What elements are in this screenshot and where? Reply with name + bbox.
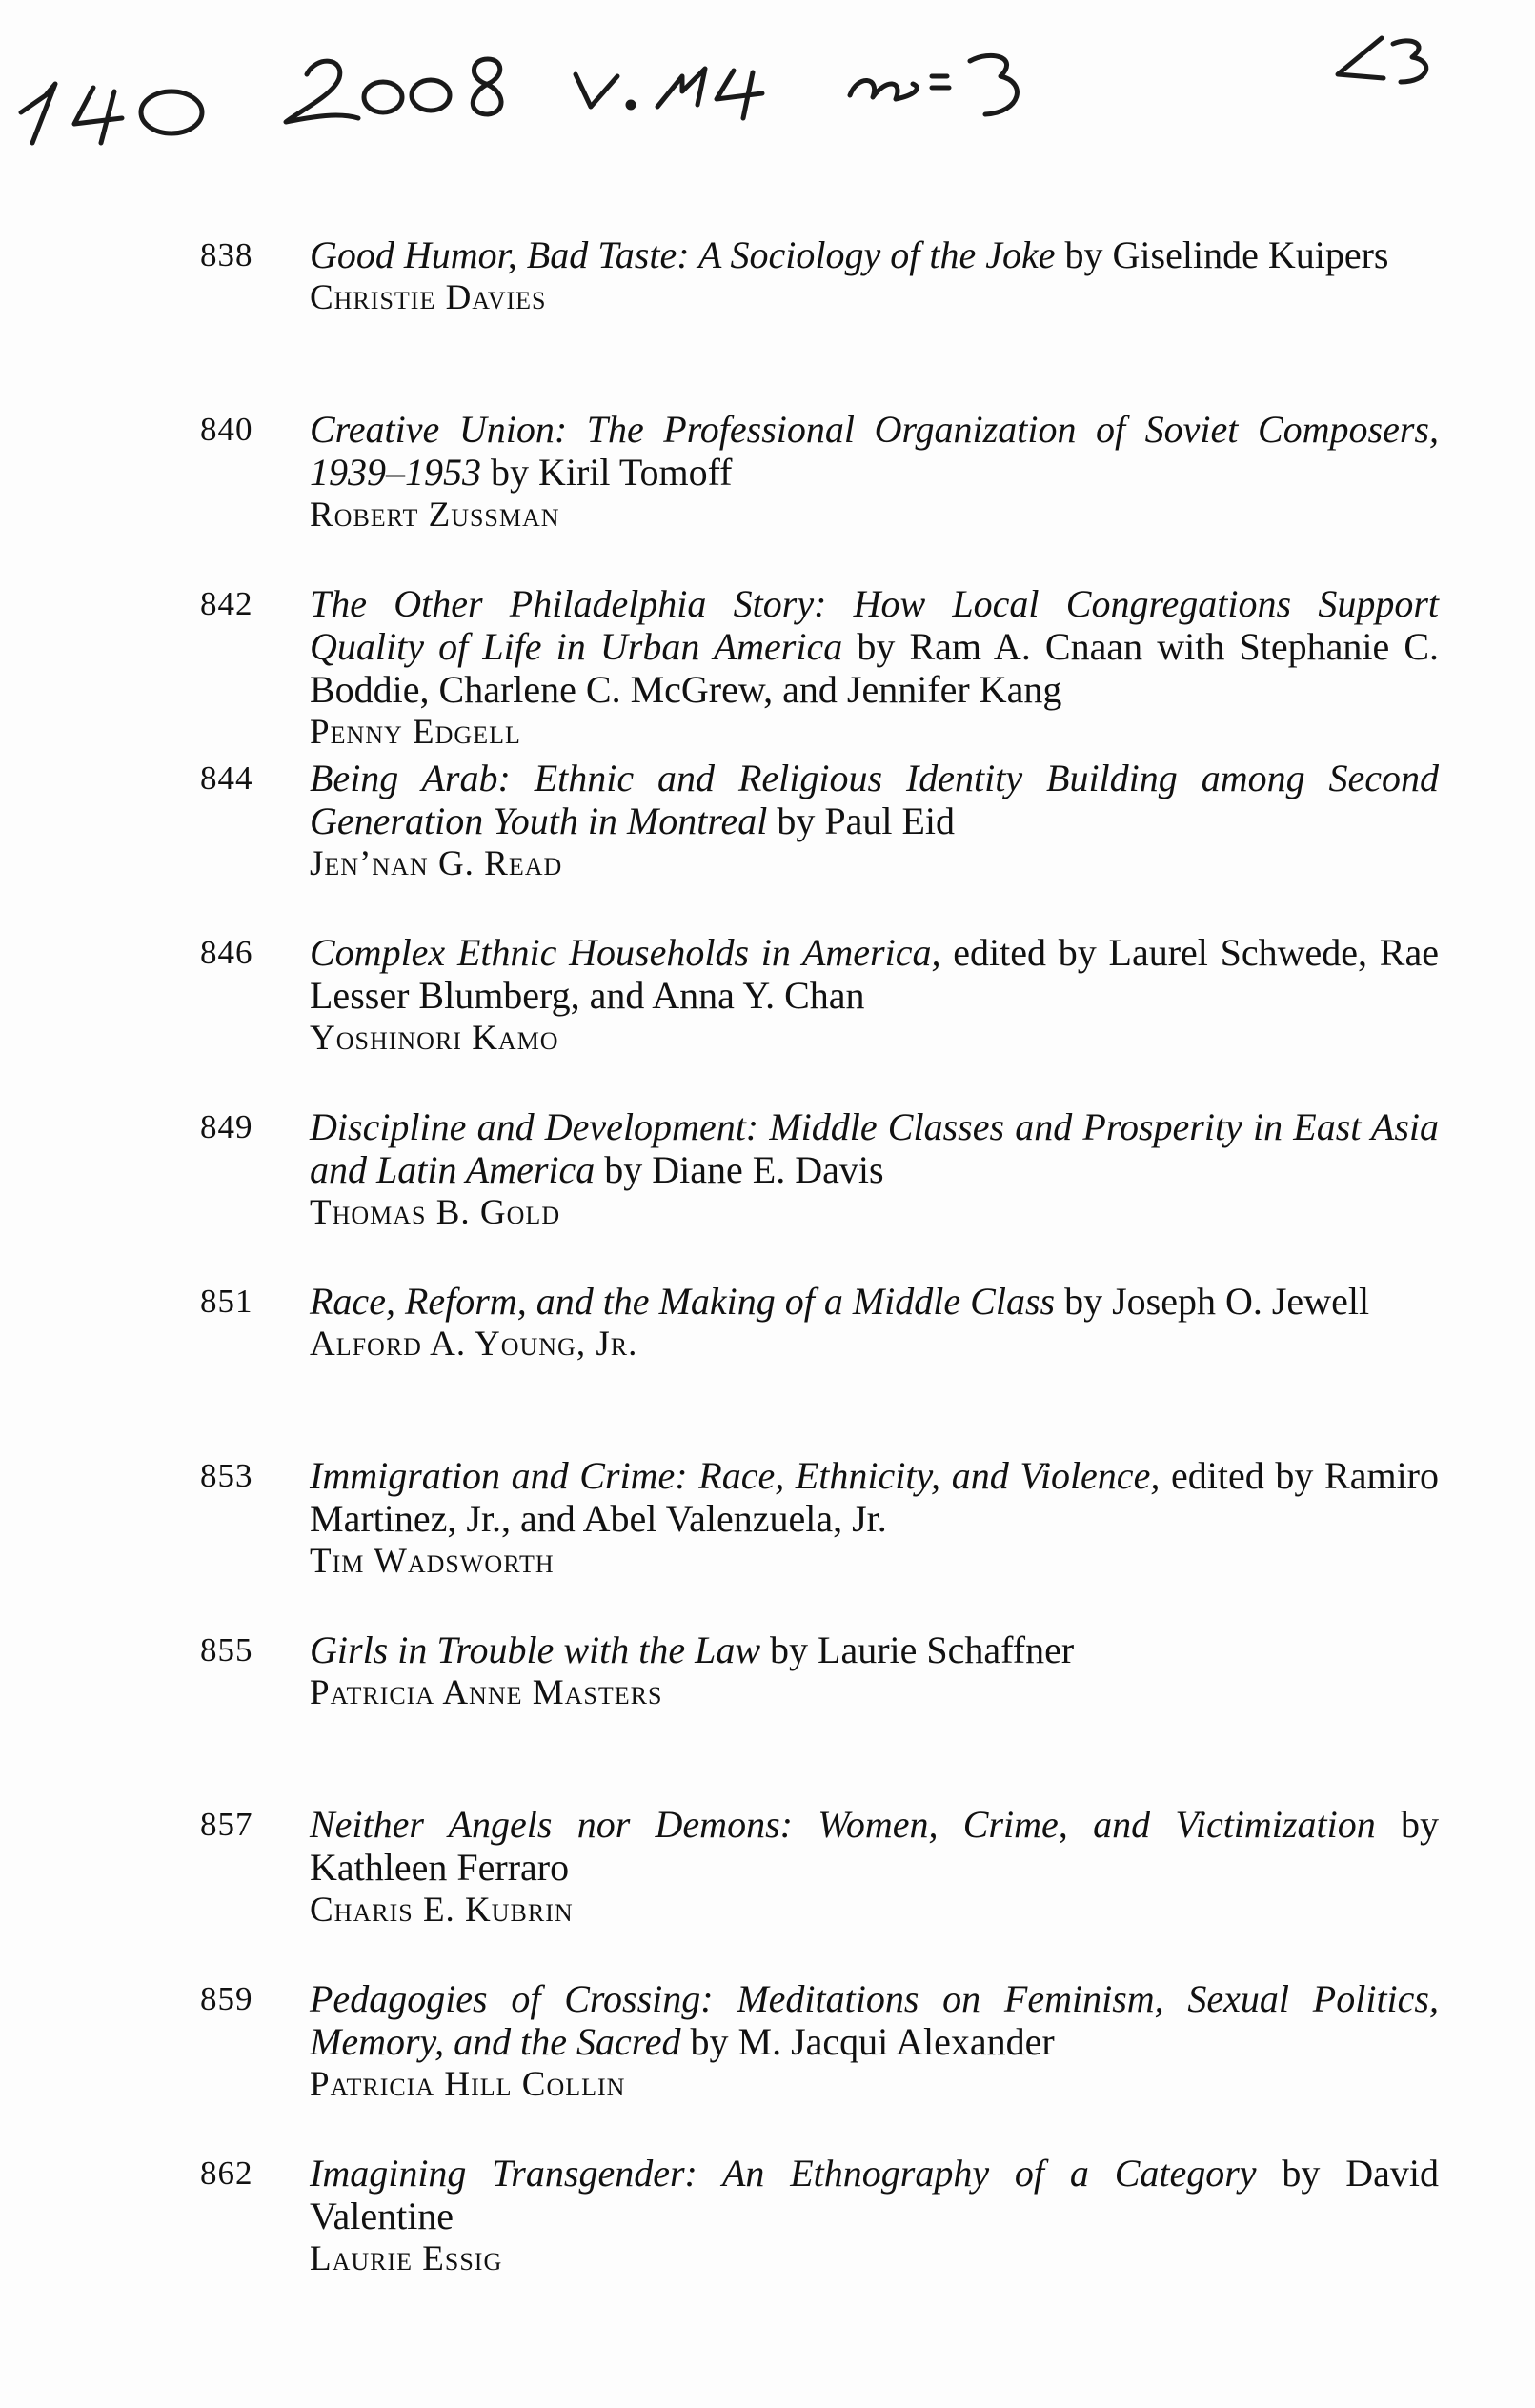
- review-entry: [200, 408, 1439, 582]
- page-number: 842: [200, 585, 253, 622]
- book-title: Discipline and Development: Middle Classes and Prosperity in East Asia and Latin America: [310, 1105, 1439, 1191]
- review-entry: [200, 2152, 1439, 2326]
- reviewer-name: Jen’nan G. Read: [310, 844, 563, 883]
- book-citation: [310, 2152, 1439, 2237]
- book-title: Imagining Transgender: An Ethnography of a Category: [310, 2152, 1257, 2195]
- book-review-list: [200, 233, 1439, 2326]
- page-number: 846: [200, 934, 253, 971]
- book-author: by Laurie Schaffner: [760, 1629, 1075, 1671]
- page-number: 855: [200, 1631, 253, 1669]
- book-author: edited by Ramiro Martinez, Jr., and Abel Valenzuela, Jr.: [310, 1454, 1440, 1540]
- page-number: 849: [200, 1108, 253, 1145]
- book-title: Creative Union: The Professional Organization of Soviet Composers, 1939–1953: [310, 408, 1439, 494]
- book-citation: [310, 1629, 1439, 1671]
- page-number: 851: [200, 1283, 253, 1320]
- reviewer-name: Patricia Hill Collin: [310, 2065, 626, 2104]
- reviewer-name: Christie Davies: [310, 278, 547, 317]
- review-entry: [200, 233, 1439, 408]
- page-number: 859: [200, 1980, 253, 2017]
- book-author: by Ram A. Cnaan with Stephanie C. Boddie, Charlene C. McGrew, and Jennifer Kang: [310, 625, 1439, 711]
- book-citation: [310, 1977, 1439, 2063]
- book-citation: [310, 1454, 1439, 1540]
- book-author: by Giselinde Kuipers: [1055, 233, 1389, 276]
- book-author: by Joseph O. Jewell: [1055, 1280, 1370, 1323]
- book-title: Being Arab: Ethnic and Religious Identity Building among Second Generation Youth in Montreal: [310, 757, 1439, 842]
- book-title: Pedagogies of Crossing: Meditations on Feminism, Sexual Politics, Memory, and the Sacred: [310, 1977, 1439, 2063]
- book-citation: [310, 408, 1439, 494]
- book-author: edited by Laurel Schwede, Rae Lesser Blumberg, and Anna Y. Chan: [310, 931, 1439, 1017]
- reviewer-name: Charis E. Kubrin: [310, 1891, 574, 1930]
- book-citation: [310, 1280, 1439, 1323]
- reviewer-name: Penny Edgell: [310, 713, 521, 752]
- book-citation: [310, 233, 1439, 276]
- book-citation: [310, 1105, 1439, 1191]
- book-title: Neither Angels nor Demons: Women, Crime, and Victimization: [310, 1803, 1376, 1846]
- review-entry: [200, 931, 1439, 1105]
- book-author: by Paul Eid: [767, 799, 956, 842]
- reviewer-name: Robert Zussman: [310, 496, 560, 535]
- review-entry: [200, 1105, 1439, 1280]
- book-author: by Kiril Tomoff: [481, 451, 733, 494]
- book-citation: [310, 582, 1439, 711]
- book-title: Good Humor, Bad Taste: A Sociology of the Joke: [310, 233, 1056, 276]
- book-title: The Other Philadelphia Story: How Local Congregations Support Quality of Life in Urban America: [310, 582, 1439, 668]
- book-author: by Kathleen Ferraro: [310, 1803, 1439, 1889]
- book-title: Immigration and Crime: Race, Ethnicity, and Violence,: [310, 1454, 1161, 1497]
- book-citation: [310, 931, 1439, 1017]
- book-title: Race, Reform, and the Making of a Middle Class: [310, 1280, 1056, 1323]
- page-number: 853: [200, 1457, 253, 1494]
- page-number: 838: [200, 236, 253, 273]
- book-author: by M. Jacqui Alexander: [680, 2020, 1055, 2063]
- reviewer-name: Laurie Essig: [310, 2239, 503, 2278]
- page-number: 857: [200, 1806, 253, 1843]
- review-entry: [200, 757, 1439, 931]
- review-entry: [200, 1280, 1439, 1454]
- reviewer-name: Patricia Anne Masters: [310, 1673, 663, 1712]
- page-number: 840: [200, 411, 253, 448]
- review-entry: [200, 1629, 1439, 1803]
- review-entry: [200, 582, 1439, 757]
- handwritten-call-number: [0, 0, 1535, 181]
- book-title: Girls in Trouble with the Law: [310, 1629, 761, 1671]
- reviewer-name: Yoshinori Kamo: [310, 1019, 559, 1058]
- page-number: 844: [200, 759, 253, 797]
- review-entry: [200, 1803, 1439, 1977]
- review-entry: [200, 1454, 1439, 1629]
- review-entry: [200, 1977, 1439, 2152]
- reviewer-name: Tim Wadsworth: [310, 1542, 555, 1581]
- book-title: Complex Ethnic Households in America,: [310, 931, 941, 974]
- book-citation: [310, 757, 1439, 842]
- reviewer-name: Alford A. Young, Jr.: [310, 1325, 638, 1364]
- book-citation: [310, 1803, 1439, 1889]
- page-number: 862: [200, 2155, 253, 2192]
- book-author: by David Valentine: [310, 2152, 1439, 2237]
- book-author: by Diane E. Davis: [595, 1148, 884, 1191]
- reviewer-name: Thomas B. Gold: [310, 1193, 561, 1232]
